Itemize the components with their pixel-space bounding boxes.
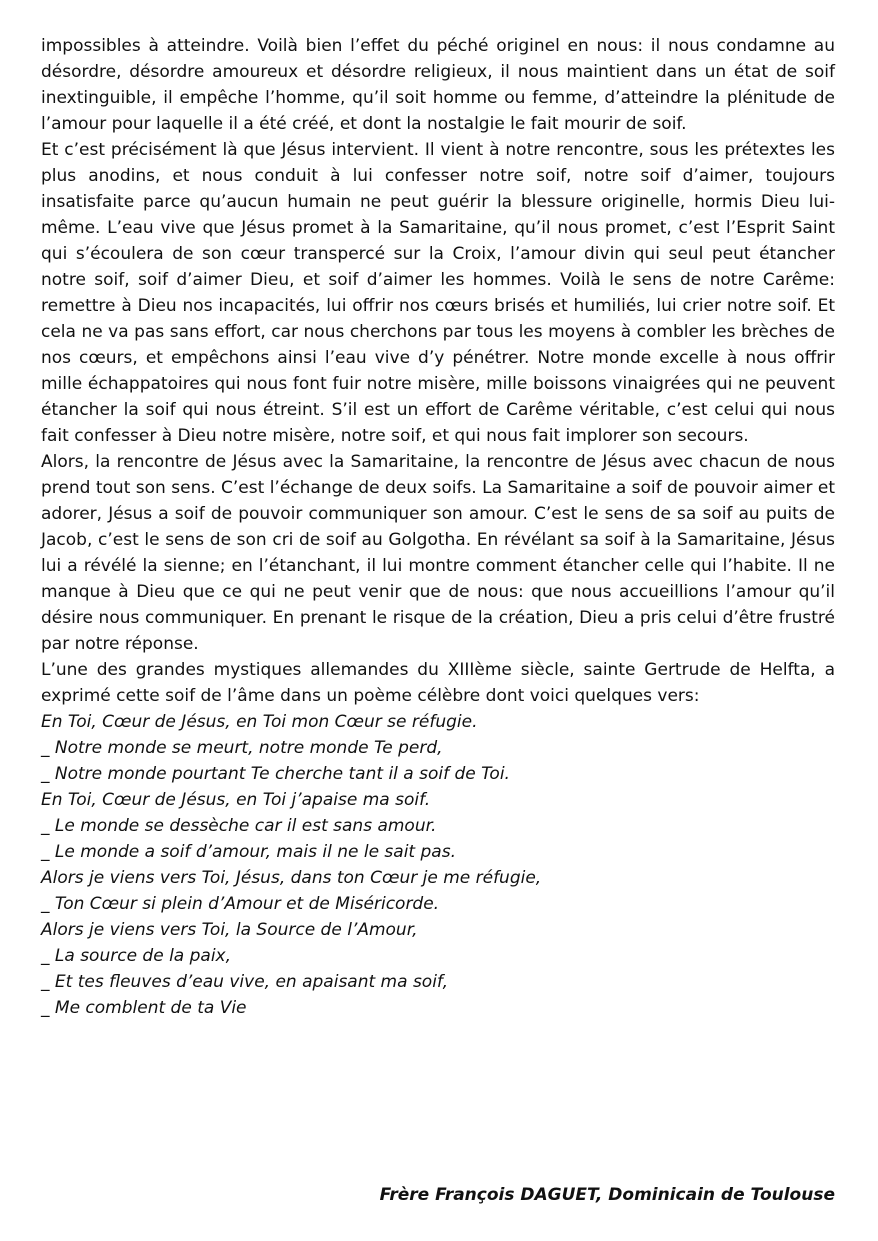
document-body (41, 33, 835, 1021)
paragraph-samaritan-encounter: Alors, la rencontre de Jésus avec la Samaritaine, la rencontre de Jésus avec chacun de nous prend tout son sens. C’est l’échange de deux soifs. La Samaritaine a soif de pouvoir aimer et adorer, Jésus a soif de pouvoir communiquer son amour. C’est le sens de sa soif au puits de Jacob, c’est le sens de son cri de soif au Golgotha. En révélant sa soif à la Samaritaine, Jésus lui a révélé la sienne; en l’étanchant, il lui montre comment étancher celle qui l’habite. Il ne manque à Dieu que ce qui ne peut venir que de nous: que nous accueillions l’amour qu’il désire nous communiquer. En prenant le risque de la création, Dieu a pris celui d’être frustré par notre réponse. (41, 452, 835, 654)
paragraph-gertrude-intro: L’une des grandes mystiques allemandes du XIIIème siècle, sainte Gertrude de Helfta, a exprimé cette soif de l’âme dans un poème célèbre dont voici quelques vers: (41, 660, 835, 706)
poem-line: _ Notre monde se meurt, notre monde Te perd, (41, 738, 443, 758)
poem-line: En Toi, Cœur de Jésus, en Toi j’apaise ma soif. (41, 790, 431, 810)
poem-line: _ Me comblent de ta Vie (41, 998, 247, 1018)
paragraph-original-sin: impossibles à atteindre. Voilà bien l’effet du péché originel en nous: il nous condamne au désordre, désordre amoureux et désordre religieux, il nous maintient dans un état de soif inextinguible, il empêche l’homme, qu’il soit homme ou femme, d’atteindre la plénitude de l’amour pour laquelle il a été créé, et dont la nostalgie le fait mourir de soif. (41, 36, 835, 134)
poem-line: _ Le monde a soif d’amour, mais il ne le sait pas. (41, 842, 456, 862)
poem-line: Alors je viens vers Toi, Jésus, dans ton Cœur je me réfugie, (41, 868, 542, 888)
poem-line: Alors je viens vers Toi, la Source de l’Amour, (41, 920, 418, 940)
author-signature: Frère François DAGUET, Dominicain de Toulouse (379, 1185, 835, 1205)
poem-line: _ Notre monde pourtant Te cherche tant il a soif de Toi. (41, 764, 510, 784)
poem (41, 709, 835, 1021)
poem-line: _ Ton Cœur si plein d’Amour et de Miséricorde. (41, 894, 440, 914)
poem-line: _ Et tes fleuves d’eau vive, en apaisant ma soif, (41, 972, 449, 992)
poem-line: En Toi, Cœur de Jésus, en Toi mon Cœur se réfugie. (41, 712, 478, 732)
poem-line: _ Le monde se dessèche car il est sans amour. (41, 816, 437, 836)
paragraph-jesus-intervenes: Et c’est précisément là que Jésus intervient. Il vient à notre rencontre, sous les prétextes les plus anodins, et nous conduit à lui confesser notre soif, notre soif d’aimer, toujours insatisfaite parce qu’aucun humain ne peut guérir la blessure originelle, hormis Dieu lui-même. L’eau vive que Jésus promet à la Samaritaine, qu’il nous promet, c’est l’Esprit Saint qui s’écoulera de son cœur transpercé sur la Croix, l’amour divin qui seul peut étancher notre soif, soif d’aimer Dieu, et soif d’aimer les hommes. Voilà le sens de notre Carême: remettre à Dieu nos incapacités, lui offrir nos cœurs brisés et humiliés, lui crier notre soif. Et cela ne va pas sans effort, car nous cherchons par tous les moyens à combler les brèches de nos cœurs, et empêchons ainsi l’eau vive d’y pénétrer. Notre monde excelle à nous offrir mille échappatoires qui nous font fuir notre misère, mille boissons vinaigrées qui ne peuvent étancher la soif qui nous étreint. S’il est un effort de Carême véritable, c’est celui qui nous fait confesser à Dieu notre misère, notre soif, et qui nous fait implorer son secours. (41, 140, 835, 446)
poem-line: _ La source de la paix, (41, 946, 232, 966)
